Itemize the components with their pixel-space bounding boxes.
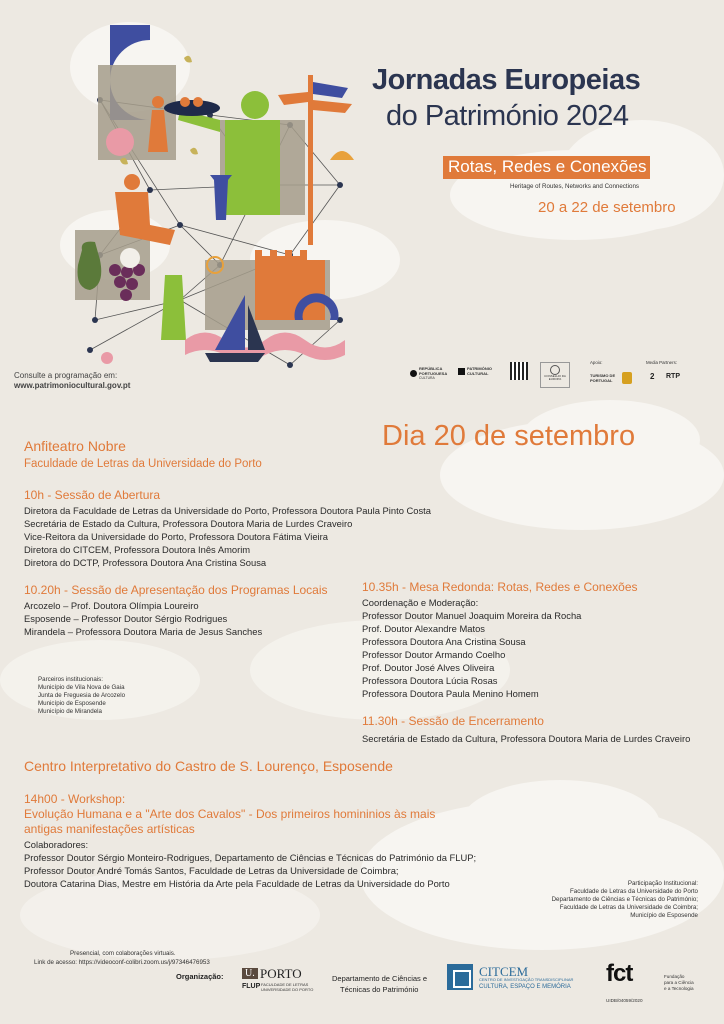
workshop-collab: Colaboradores: xyxy=(24,839,89,850)
local-line: Mirandela – Professora Doutora Maria de Jesus Sanches xyxy=(24,626,263,637)
round-line: Prof. Doutor José Alves Oliveira xyxy=(362,662,495,673)
round-line: Professor Doutor Armando Coelho xyxy=(362,649,506,660)
media-label: Media Partners: xyxy=(646,360,677,365)
institutional-participation xyxy=(520,880,698,920)
partner-item: Município de Vila Nova de Gaia xyxy=(38,684,125,691)
uidb-code: UIDB/04059/2020 xyxy=(606,998,643,1003)
workshop-title-1: Evolução Humana e a "Arte dos Cavalos" - Dos primeiros homininios às mais xyxy=(24,807,436,821)
round-line: Professora Doutora Lúcia Rosas xyxy=(362,675,498,686)
theme-banner: Rotas, Redes e Conexões xyxy=(443,156,650,179)
opening-line: Secretária de Estado da Cultura, Professora Doutora Maria de Lurdes Craveiro xyxy=(24,518,353,529)
workshop-title-2: antigas manifestações artísticas xyxy=(24,822,195,836)
opening-line: Diretora da Faculdade de Letras da Universidade do Porto, Professora Doutora Paula Pinto Costa xyxy=(24,505,432,516)
citcem-icon xyxy=(447,964,473,990)
institutional-partners xyxy=(38,676,178,716)
qr-like-logo xyxy=(510,362,528,380)
institutional-item: Departamento de Ciências e Técnicas do Património; xyxy=(551,896,698,903)
workshop-session xyxy=(24,792,524,890)
round-line: Professora Doutora Ana Cristina Sousa xyxy=(362,636,526,647)
conselho-logo: CONSELHO DA EUROPA xyxy=(540,362,570,388)
citcem-sub2: CULTURA, ESPAÇO E MEMÓRIA xyxy=(479,984,571,990)
rtp2-logo: 2 xyxy=(650,372,655,381)
venue1-place: Faculdade de Letras da Universidade do Porto xyxy=(24,458,262,470)
round-line: Professor Doutor Manuel Joaquim Moreira da Rocha xyxy=(362,610,582,621)
event-dates: 20 a 22 de setembro xyxy=(538,199,676,216)
title-line-2: do Património 2024 xyxy=(386,100,629,132)
citcem-sub1: CENTRO DE INVESTIGAÇÃO TRANSDISCIPLINAR xyxy=(479,977,574,982)
republica-logo: REPÚBLICA PORTUGUESA CULTURA xyxy=(410,367,453,380)
institutional-title: Participação Institucional: xyxy=(627,880,698,887)
local-title: 10.20h - Sessão de Apresentação dos Programas Locais xyxy=(24,583,328,597)
round-line: Professora Doutora Paula Menino Homem xyxy=(362,688,539,699)
patrimonio-icon xyxy=(458,368,465,375)
opening-line: Diretora do CITCEM, Professora Doutora Inês Amorim xyxy=(24,544,251,555)
round-line: Prof. Doutor Alexandre Matos xyxy=(362,623,485,634)
consult-label: Consulte a programação em: xyxy=(14,371,118,380)
uporto-u: U. xyxy=(242,968,258,979)
local-programs-session xyxy=(24,583,344,638)
workshop-line: Professor Doutor André Tomás Santos, Faculdade de Letras da Universidade de Coimbra; xyxy=(24,865,399,876)
partners-title: Parceiros institucionais: xyxy=(38,676,103,683)
flup-sub2: UNIVERSIDADE DO PORTO xyxy=(261,987,314,992)
round-table-session xyxy=(362,580,712,700)
workshop-time: 14h00 - Workshop: xyxy=(24,792,126,806)
green-figure xyxy=(225,120,280,215)
workshop-line: Doutora Catarina Dias, Mestre em História da Arte pela Faculdade de Letras da Universidade do Porto xyxy=(24,878,450,889)
local-line: Esposende – Professor Doutor Sérgio Rodrigues xyxy=(24,613,228,624)
uporto-logo xyxy=(240,966,330,998)
top-logo-bar xyxy=(410,360,710,390)
fct-logo: fct Fundação para a Ciência e a Tecnologia UIDB/04059/2020 xyxy=(606,960,694,1003)
fct-text: fct xyxy=(606,960,633,987)
access-link[interactable]: Link de acesso: https://videoconf-colibri.zoom.us/j/97346476953 xyxy=(34,959,210,966)
uporto-text: PORTO xyxy=(260,966,302,981)
theme-english: Heritage of Routes, Networks and Connections xyxy=(510,183,639,190)
flup-sub1: FACULDADE DE LETRAS xyxy=(261,982,309,987)
day-title: Dia 20 de setembro xyxy=(382,420,636,452)
flup-text: FLUP xyxy=(242,983,261,990)
apoio-label: Apoio: xyxy=(590,360,603,365)
castle xyxy=(255,250,325,320)
consult-url[interactable]: www.patrimoniocultural.gov.pt xyxy=(14,381,131,390)
partner-item: Junta de Freguesia de Arcozelo xyxy=(38,692,126,699)
partner-item: Município de Mirandela xyxy=(38,708,102,715)
institutional-item: Faculdade de Letras da Universidade de Coimbra; xyxy=(559,904,698,911)
turismo-logo: TURISMO DE PORTUGAL xyxy=(590,373,616,383)
organization-label: Organização: xyxy=(176,972,224,981)
partner-item: Município de Esposende xyxy=(38,700,106,707)
heritage-illustration xyxy=(60,20,370,390)
title-line-1: Jornadas Europeias xyxy=(372,64,641,96)
venue2-name: Centro Interpretativo do Castro de S. Lourenço, Esposende xyxy=(24,758,393,774)
turismo-icon xyxy=(622,372,632,384)
signpost xyxy=(308,75,313,245)
republica-icon xyxy=(410,370,417,377)
closing-line: Secretária de Estado da Cultura, Professora Doutora Maria de Lurdes Craveiro xyxy=(362,733,691,744)
citcem-name: CITCEM xyxy=(479,964,529,979)
closing-title: 11.30h - Sessão de Encerramento xyxy=(362,714,544,728)
presencial-note: Presencial, com colaborações virtuais. xyxy=(70,950,176,957)
dept-label: Departamento de Ciências e Técnicas do Património xyxy=(332,974,428,994)
venue1-name: Anfiteatro Nobre xyxy=(24,438,126,454)
round-title: 10.35h - Mesa Redonda: Rotas, Redes e Conexões xyxy=(362,580,638,594)
opening-title: 10h - Sessão de Abertura xyxy=(24,488,161,502)
institutional-item: Faculdade de Letras da Universidade do Porto xyxy=(570,888,698,895)
opening-line: Diretora do DCTP, Professora Doutora Ana Cristina Sousa xyxy=(24,557,267,568)
closing-session xyxy=(362,714,712,745)
citcem-logo xyxy=(447,964,597,996)
opening-session xyxy=(24,488,464,569)
round-line: Coordenação e Moderação: xyxy=(362,597,479,608)
opening-line: Vice-Reitora da Universidade do Porto, Professora Doutora Fátima Vieira xyxy=(24,531,328,542)
patrimonio-logo: PATRIMÓNIO CULTURAL xyxy=(458,367,493,376)
local-line: Arcozelo – Prof. Doutora Olímpia Loureiro xyxy=(24,600,199,611)
workshop-line: Professor Doutor Sérgio Monteiro-Rodrigues, Departamento de Ciências e Técnicas do Património da FLUP; xyxy=(24,852,477,863)
rtp-logo: RTP xyxy=(666,373,680,380)
institutional-item: Município de Esposende xyxy=(630,912,698,919)
